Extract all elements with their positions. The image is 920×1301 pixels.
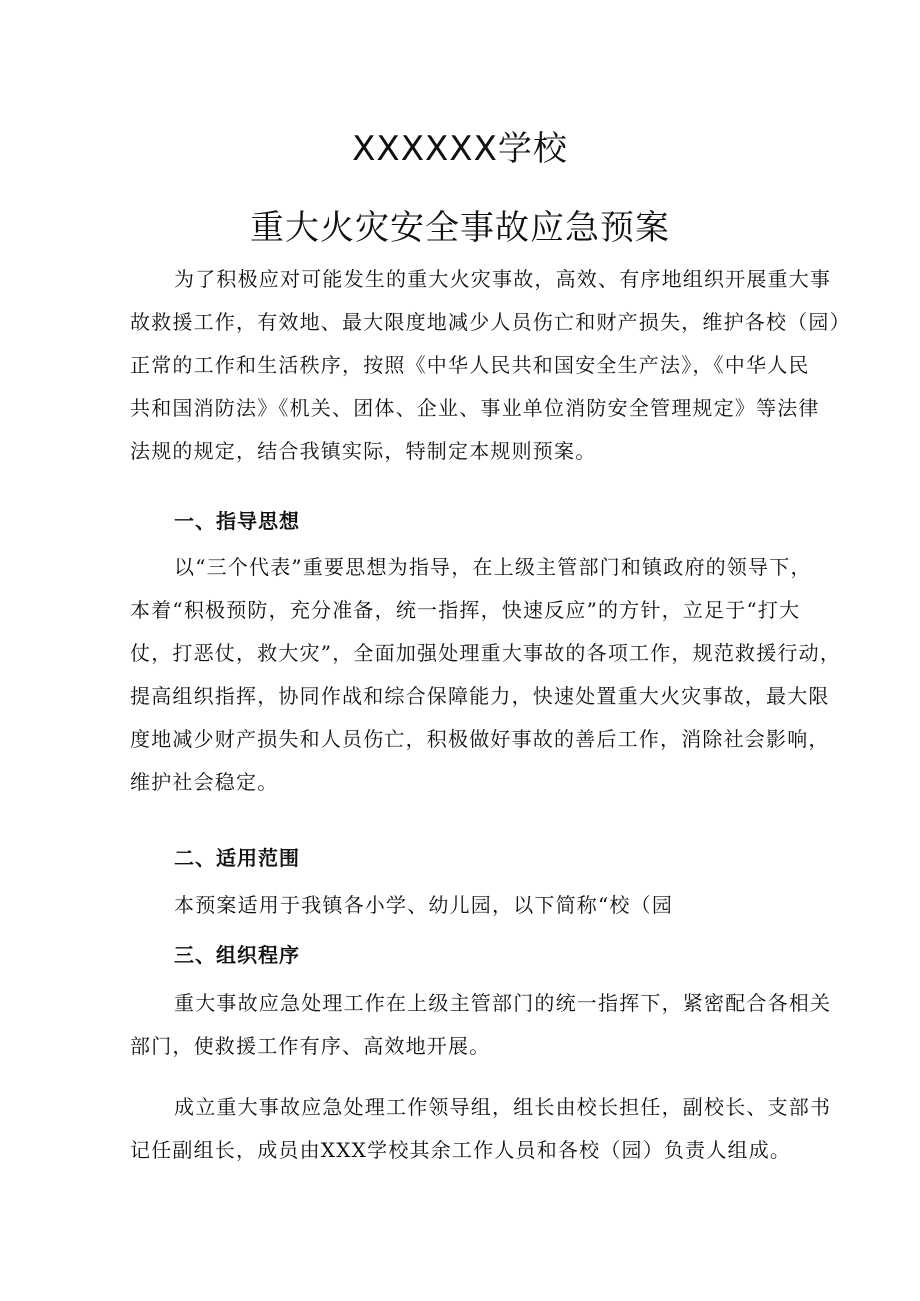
paragraph-line: 仗，打恶仗，救大灾”，全面加强处理重大事故的各项工作，规范救援行动， xyxy=(130,641,842,665)
paragraph-line: 本预案适用于我镇各小学、幼儿园，以下简称“校（园 xyxy=(174,893,674,917)
guiding-ideology-paragraph xyxy=(130,546,842,804)
paragraph-line: 记任副组长，成员由XXX学校其余工作人员和各校（园）负责人组成。 xyxy=(130,1138,792,1162)
section-heading-guiding-ideology: 一、指导思想 xyxy=(174,509,300,533)
section-heading-scope: 二、适用范围 xyxy=(174,846,300,870)
paragraph-line: 本着“积极预防，充分准备，统一指挥，快速反应”的方针，立足于“打大 xyxy=(130,598,801,622)
organization-paragraph-1 xyxy=(130,982,832,1068)
intro-line: 为了积极应对可能发生的重大火灾事故，高效、有序地组织开展重大事 xyxy=(174,267,832,291)
paragraph-line: 以“三个代表”重要思想为指导，在上级主管部门和镇政府的领导下， xyxy=(174,555,812,579)
section-heading-organization: 三、组织程序 xyxy=(174,943,300,967)
intro-line: 正常的工作和生活秩序，按照《中华人民共和国安全生产法》，《中华人民 xyxy=(130,353,810,377)
scope-paragraph xyxy=(130,884,806,927)
intro-paragraph xyxy=(130,258,851,473)
intro-line: 共和国消防法》《机关、团体、企业、事业单位消防安全管理规定》等法律 xyxy=(130,396,820,420)
paragraph-line: 成立重大事故应急处理工作领导组，组长由校长担任，副校长、支部书 xyxy=(174,1095,832,1119)
paragraph-line: 重大事故应急处理工作在上级主管部门的统一指挥下，紧密配合各相关 xyxy=(174,991,832,1015)
paragraph-line: 提高组织指挥，协同作战和综合保障能力，快速处置重大火灾事故，最大限 xyxy=(130,684,830,708)
intro-line: 法规的规定，结合我镇实际，特制定本规则预案。 xyxy=(130,439,597,463)
paragraph-line: 度地减少财产损失和人员伤亡，积极做好事故的善后工作，消除社会影响， xyxy=(130,727,830,751)
school-title: XXXXXX学校 xyxy=(352,129,568,169)
paragraph-line: 部门，使救援工作有序、高效地开展。 xyxy=(130,1034,491,1058)
intro-line: 故救援工作，有效地、最大限度地减少人员伤亡和财产损失，维护各校（园） xyxy=(130,310,851,334)
plan-title: 重大火灾安全事故应急预案 xyxy=(250,208,670,248)
organization-paragraph-2 xyxy=(130,1086,832,1172)
paragraph-line: 维护社会稳定。 xyxy=(130,770,279,794)
